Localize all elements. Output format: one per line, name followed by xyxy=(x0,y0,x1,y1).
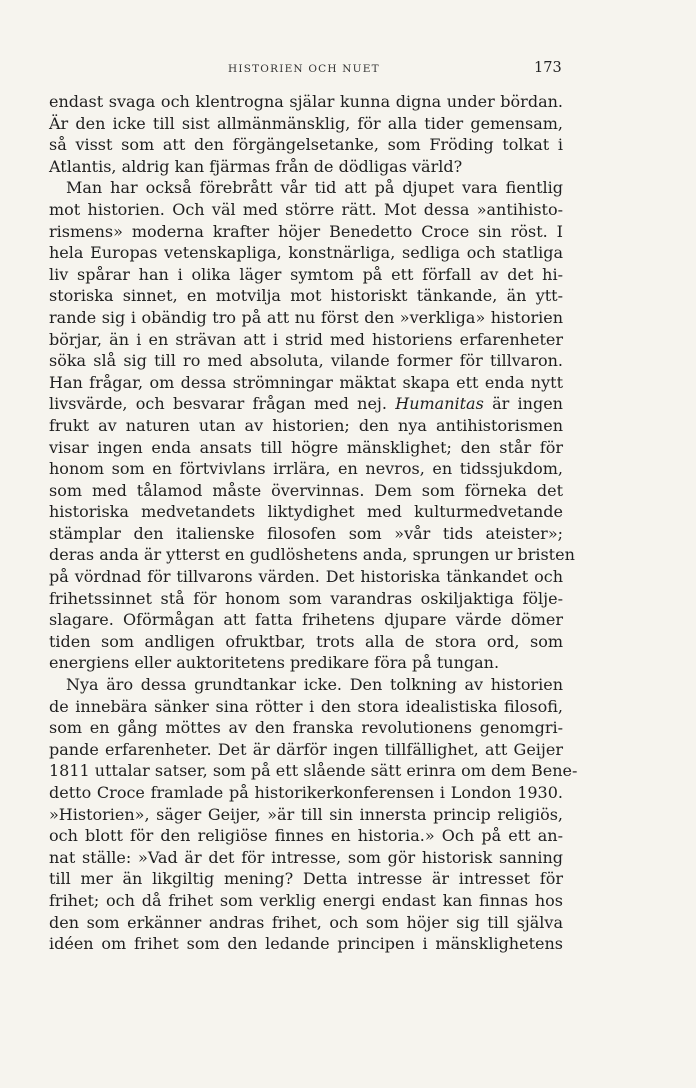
text-line: frihet; och då frihet som verklig energi endast kan finnas hos xyxy=(49,890,563,910)
text-line: idéen om frihet som den ledande principen i mänsklighetens xyxy=(49,934,563,954)
running-head: HISTORIEN OCH NUET xyxy=(228,63,380,75)
text-segment: livsvärde, och besvarar frågan med nej. xyxy=(49,394,387,414)
body-text xyxy=(49,91,578,955)
text-line: och blott för den religiöse finnes en historia.» Och på ett an- xyxy=(49,826,563,846)
text-line: stämplar den italienske filosofen som »vår tids ateister»; xyxy=(49,523,563,543)
text-line: frihetssinnet stå för honom som varandras oskiljaktiga följe- xyxy=(49,588,563,608)
text-line: söka slå sig till ro med absoluta, vilande former för tillvaron. xyxy=(49,351,563,371)
text-line: slagare. Oförmågan att fatta frihetens djupare värde dömer xyxy=(49,610,563,630)
text-line: den som erkänner andras frihet, och som höjer sig till själva xyxy=(49,912,563,932)
text-line: så visst som att den förgängelsetanke, som Fröding tolkat i xyxy=(49,135,563,155)
text-line: till mer än likgiltig mening? Detta intresse är intresset för xyxy=(49,869,563,889)
text-line: rismens» moderna krafter höjer Benedetto Croce sin röst. I xyxy=(49,221,563,241)
text-line-mixed xyxy=(49,393,563,415)
text-line: börjar, än i en strävan att i strid med historiens erfarenheter xyxy=(49,329,563,349)
text-line: storiska sinnet, en motvilja mot historiskt tänkande, än ytt- xyxy=(49,286,563,306)
text-line: som med tålamod måste övervinnas. Dem som förneka det xyxy=(49,480,563,500)
text-line: Är den icke till sist allmänmänsklig, för alla tider gemensam, xyxy=(49,113,563,133)
text-line: energiens eller auktoritetens predikare föra på tungan. xyxy=(49,653,500,673)
text-line: hela Europas vetenskapliga, konstnärliga, sedliga och statliga xyxy=(49,243,563,263)
text-line: tiden som andligen ofruktbar, trots alla de stora ord, som xyxy=(49,631,563,651)
text-line: Man har också förebrått vår tid att på djupet vara fientlig xyxy=(66,178,563,198)
text-line: på vördnad för tillvarons värden. Det historiska tänkandet och xyxy=(49,567,563,587)
text-line: som en gång möttes av den franska revolutionens genomgri- xyxy=(49,718,563,738)
text-line: detto Croce framlade på historikerkonferensen i London 1930. xyxy=(49,783,563,802)
text-line: liv spårar han i olika läger symtom på ett förfall av det hi- xyxy=(49,264,563,284)
text-line: frukt av naturen utan av historien; den nya antihistorismen xyxy=(49,415,563,435)
text-line: pande erfarenheter. Det är därför ingen tillfällighet, att Geijer xyxy=(49,739,563,759)
text-line: rande sig i obändig tro på att nu först den »verkliga» historien xyxy=(49,307,563,327)
text-line: 1811 uttalar satser, som på ett slående sätt erinra om dem Bene- xyxy=(49,761,578,781)
text-line: mot historien. Och väl med större rätt. Mot dessa »antihisto- xyxy=(49,199,563,219)
italic-term: Humanitas xyxy=(395,394,484,414)
text-line: Han frågar, om dessa strömningar mäktat skapa ett enda nytt xyxy=(49,372,563,392)
text-line: nat ställe: »Vad är det för intresse, som gör historisk sanning xyxy=(49,847,563,867)
text-line: Nya äro dessa grundtankar icke. Den tolkning av historien xyxy=(66,675,563,695)
text-line: visar ingen enda ansats till högre mänsklighet; den står för xyxy=(49,437,563,457)
page-number: 173 xyxy=(534,60,562,76)
text-segment: är ingen xyxy=(492,394,563,414)
text-line: de innebära sänker sina rötter i den stora idealistiska filosofi, xyxy=(49,696,563,716)
text-line: »Historien», säger Geijer, »är till sin innersta princip religiös, xyxy=(49,804,563,824)
text-line: endast svaga och klentrogna själar kunna digna under bördan. xyxy=(49,92,563,111)
text-line: deras anda är ytterst en gudlöshetens anda, sprungen ur bristen xyxy=(49,545,575,565)
text-line: Atlantis, aldrig kan fjärmas från de dödligas värld? xyxy=(49,156,463,176)
text-line: historiska medvetandets liktydighet med kulturmedvetande xyxy=(49,502,563,522)
text-line: honom som en förtvivlans irrlära, en nevros, en tidssjukdom, xyxy=(49,459,563,479)
